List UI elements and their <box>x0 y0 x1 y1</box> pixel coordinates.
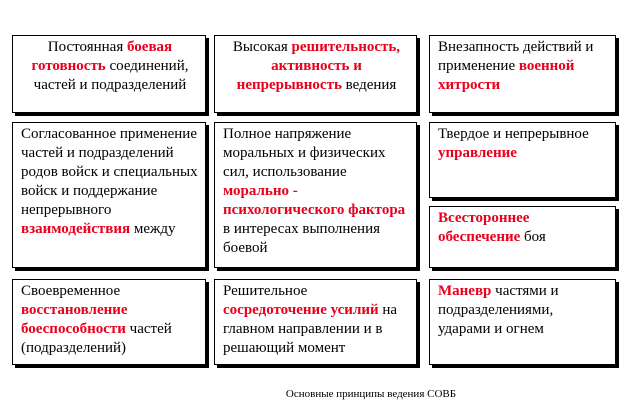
support-text-end: боя <box>520 229 546 245</box>
decisiveness-text: Высокая <box>232 39 292 55</box>
principle-box-concentration <box>214 279 417 365</box>
coordination-text: Согласованное применение частей и подразделений родов войск и специальных войск и поддержание непрерывного <box>21 126 198 218</box>
coordination-text-end: между <box>130 221 176 237</box>
decisiveness-highlight: решительность, активность и непрерывность <box>236 39 401 93</box>
principle-box-restoration <box>12 279 206 365</box>
morale-highlight: морально - психологического фактора <box>223 183 406 218</box>
principle-box-maneuver <box>429 279 616 365</box>
restoration-text: Своевременное <box>21 283 121 299</box>
support-highlight: Всестороннее обеспечение <box>438 210 530 245</box>
restoration-highlight: восстановление боеспособности <box>21 302 128 337</box>
caption-text: Основные принципы ведения СОВБ <box>285 388 457 400</box>
maneuver-highlight: Маневр <box>438 283 492 299</box>
concentration-text: Решительное <box>223 283 308 299</box>
surprise-highlight: военной хитрости <box>438 58 575 93</box>
concentration-highlight: сосредоточение усилий <box>223 302 379 318</box>
readiness-text: Постоянная <box>47 39 127 55</box>
principle-box-readiness <box>12 35 206 113</box>
concentration-text-end: на главном направлении и в решающий момент <box>223 302 398 356</box>
diagram-caption <box>0 388 632 401</box>
readiness-text-end: соединений, частей и подразделений <box>33 58 189 93</box>
principle-box-decisiveness <box>214 35 417 113</box>
principle-box-command <box>429 122 616 198</box>
morale-text: Полное напряжение моральных и физических сил, использование <box>223 126 386 180</box>
command-text: Твердое и непрерывное <box>438 126 589 142</box>
surprise-text: Внезапность действий и применение <box>438 39 594 74</box>
principle-box-coordination <box>12 122 206 268</box>
command-highlight: управление <box>438 145 517 161</box>
morale-text-end: в интересах выполнения боевой <box>223 221 380 256</box>
decisiveness-text-end: ведения <box>341 77 397 93</box>
maneuver-text-end: частями и подразделениями, ударами и огнем <box>438 283 559 337</box>
readiness-highlight: боевая готовность <box>31 39 173 74</box>
coordination-highlight: взаимодействия <box>21 221 131 237</box>
principle-box-support <box>429 206 616 268</box>
restoration-text-end: частей (подразделений) <box>21 321 172 356</box>
principle-box-surprise <box>429 35 616 113</box>
principle-box-morale <box>214 122 417 268</box>
